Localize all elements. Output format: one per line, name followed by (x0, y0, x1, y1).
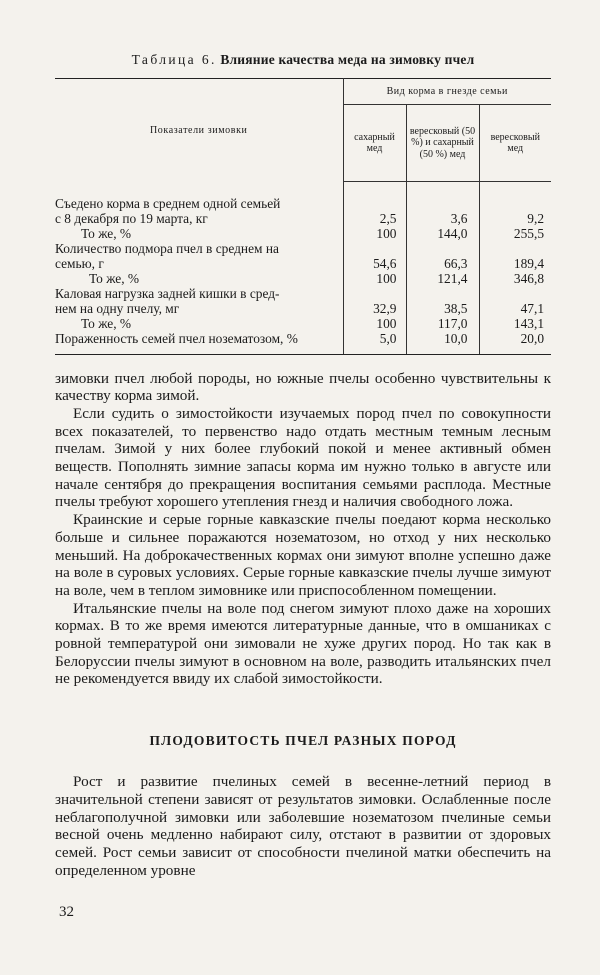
table-row (55, 226, 551, 241)
page-number: 32 (59, 904, 74, 920)
table-row (55, 211, 551, 226)
row-label: Количество подмора пчел в среднем на (55, 240, 279, 256)
table-caption (55, 52, 551, 68)
indicator-header: Показатели зимовки (55, 79, 343, 182)
paragraph: Краинские и серые горные кавказские пчелы поедают корма несколько больше и сильнее поражаются нозематозом, но отход у них несколько меньший. На доброкачественных кормах они зимуют вполне успешно даже на воле в суровых условиях. Серые горные кавказские пчелы лучше зимуют на воле, чем в теплом зимовнике или приспособленном помещении. (55, 511, 551, 599)
row-label: с 8 декабря по 19 марта, кг (55, 210, 208, 226)
section-heading: ПЛОДОВИТОСТЬ ПЧЕЛ РАЗНЫХ ПОРОД (149, 733, 457, 749)
column-header-sugar-honey: сахарный мед (343, 105, 406, 182)
row-value: 2,5 (343, 211, 406, 226)
table-body (55, 182, 551, 355)
paragraph: Рост и развитие пчелиных семей в весенне-летний период в значительной степени зависят от результатов зимовки. Ослабленные после неблагополучной зимовки или заболевшие нозематозом пчелиные семьи весной очень медленно набирают силу, отстают в развитии от здоровых семей. Рост семьи зависит от способности пчелиной матки обеспечить на определенном уровне (55, 773, 551, 879)
row-value (343, 286, 406, 301)
row-value (479, 286, 551, 301)
row-value: 189,4 (513, 255, 545, 271)
table-row (55, 182, 551, 211)
table-row (55, 271, 551, 286)
paragraph: Если судить о зимостойкости изучаемых пород пчел по совокупности всех показателей, то первенство надо отдать местным темным лесным пчелам. Зимой у них более глубокий покой и менее активный обмен веществ. Пополнять зимние запасы корма им нужно только в августе или начале сентября до прекращения воспитания семьями расплода. Местные пчелы требуют хорошего утепления гнезд и наличия свободного ложа. (55, 404, 551, 511)
row-value: 20,0 (479, 331, 551, 355)
row-label: Пораженность семей пчел нозематозом, % (55, 331, 343, 355)
feed-type-header: Вид корма в гнезде семьи (343, 79, 551, 105)
row-value: 54,6 (343, 256, 406, 271)
table-row (55, 301, 551, 316)
row-value: 32,9 (343, 301, 406, 316)
page (55, 52, 551, 879)
row-label: То же, % (81, 225, 132, 241)
row-value: 38,5 (406, 301, 479, 316)
section-body-text (55, 773, 551, 879)
row-value: 100 (343, 226, 406, 241)
row-label: Каловая нагрузка задней кишки в сред- (55, 285, 280, 301)
paragraph: Итальянские пчелы на воле под снегом зимуют плохо даже на хороших кормах. В то же время имеются литературные данные, что в омшаниках с ровной температурой они зимовали не хуже других пород. Но так как в Белоруссии пчелы зимуют в основном на воле, разводить итальянских пчел не рекомендуется ввиду их слабой зимостойкости. (55, 599, 551, 688)
row-value: 143,1 (513, 315, 545, 331)
table-row (55, 316, 551, 331)
row-value (406, 286, 479, 301)
row-value: 66,3 (406, 256, 479, 271)
table-row (55, 286, 551, 301)
row-value (343, 182, 406, 211)
row-label: То же, % (89, 270, 140, 286)
row-value: 144,0 (406, 226, 479, 241)
row-value: 100 (343, 316, 406, 331)
row-value (406, 241, 479, 256)
wintering-table (55, 78, 551, 355)
paragraph: зимовки пчел любой породы, но южные пчелы особенно чувствительны к качеству корма зимой. (55, 369, 551, 405)
table-caption-title: Влияние качества меда на зимовку пчел (220, 52, 475, 67)
row-value: 255,5 (513, 225, 545, 241)
row-value: 346,8 (513, 270, 545, 286)
table-row (55, 241, 551, 256)
row-value (343, 241, 406, 256)
row-value: 10,0 (406, 331, 479, 355)
table-caption-label: Таблица 6. (131, 52, 217, 67)
row-value: 100 (343, 271, 406, 286)
row-value (406, 182, 479, 211)
row-value (479, 182, 551, 211)
row-label: Съедено корма в среднем одной семьей (55, 195, 281, 211)
row-value: 47,1 (520, 300, 545, 316)
body-text (55, 370, 551, 689)
row-value: 117,0 (406, 316, 479, 331)
table-row (55, 331, 551, 355)
row-value: 121,4 (406, 271, 479, 286)
row-label: нем на одну пчелу, мг (55, 300, 180, 316)
row-value: 5,0 (343, 331, 406, 355)
table-row (55, 256, 551, 271)
column-header-heather-honey: вересковый мед (479, 105, 551, 182)
row-value: 3,6 (406, 211, 479, 226)
row-label: семью, г (55, 255, 104, 271)
row-value (479, 241, 551, 256)
row-value: 9,2 (527, 210, 545, 226)
row-label: То же, % (81, 315, 132, 331)
column-header-mixed-honey: вересковый (50 %) и сахарный (50 %) мед (406, 105, 479, 182)
